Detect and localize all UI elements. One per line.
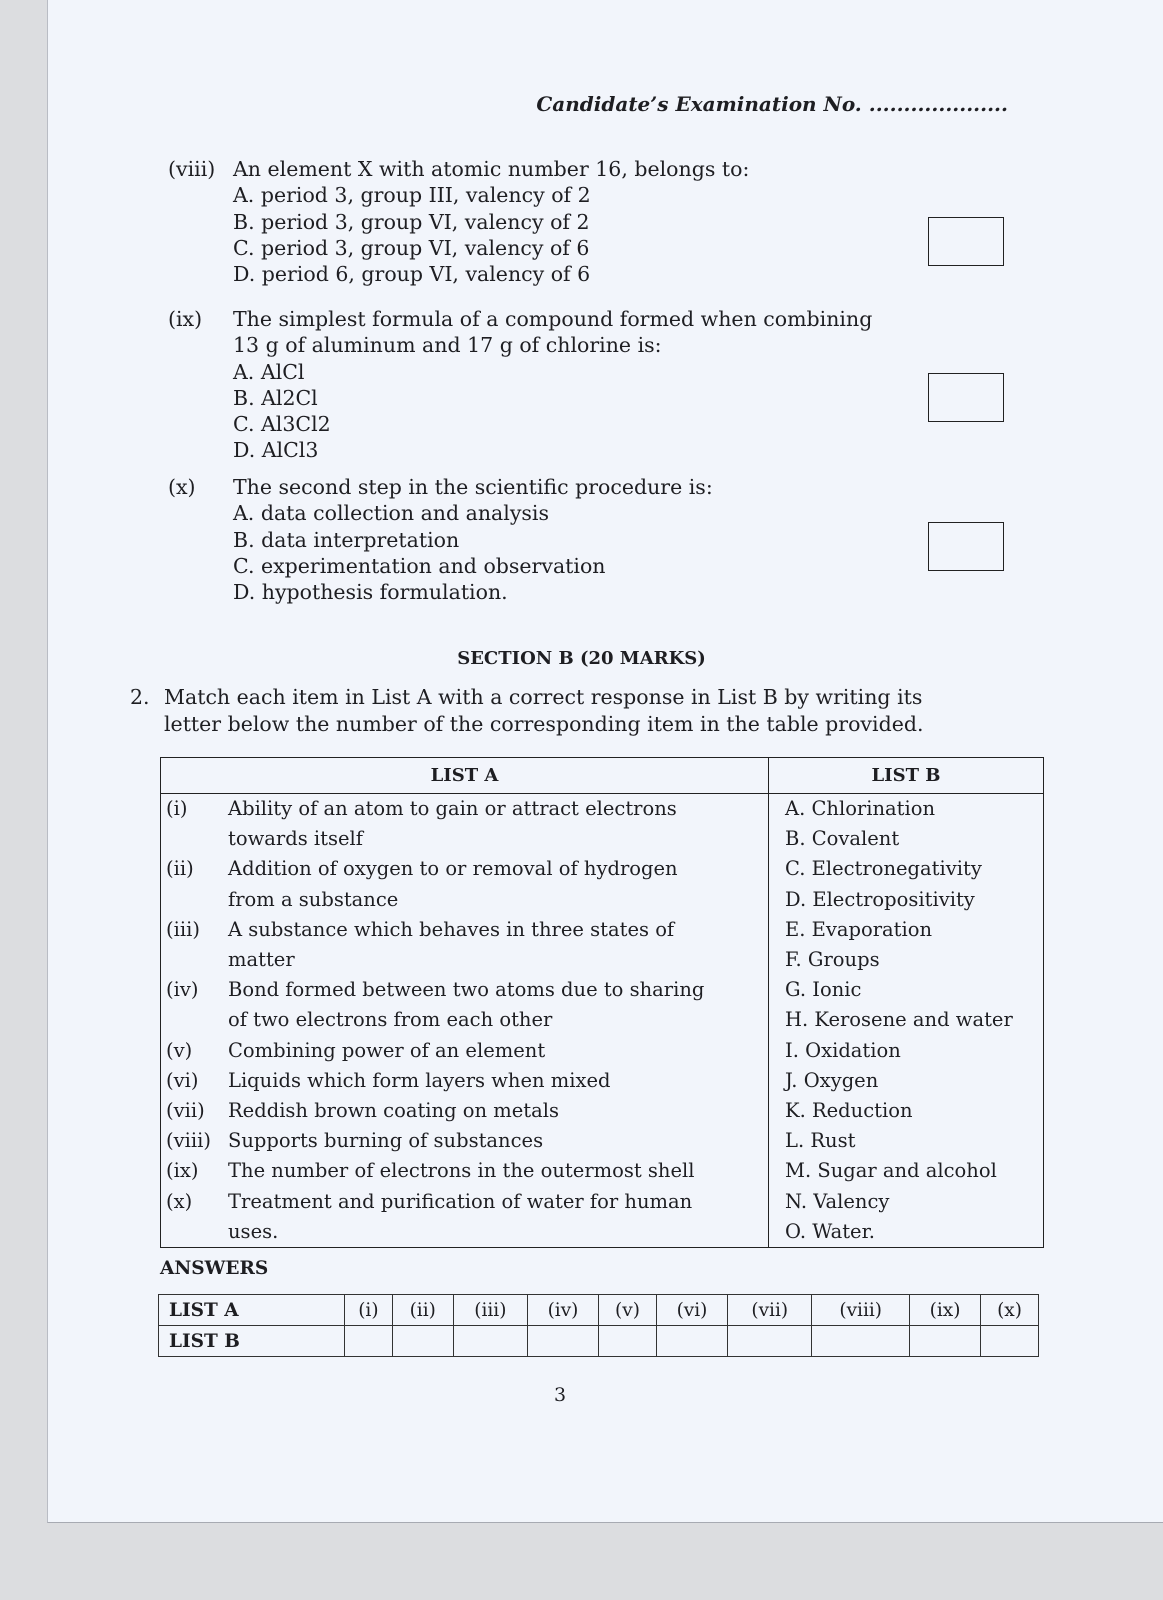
- list-b-item: A. Chlorination: [785, 797, 936, 820]
- answer-cell[interactable]: [728, 1326, 812, 1357]
- item-description: [228, 854, 763, 914]
- answer-option: C. period 3, group VI, valency of 6: [233, 235, 590, 260]
- item-line: Liquids which form layers when mixed: [228, 1068, 611, 1092]
- item-description: [228, 1156, 763, 1186]
- list-b-item: H. Kerosene and water: [785, 1008, 1013, 1032]
- item-line: Reddish brown coating on metals: [228, 1099, 560, 1123]
- answers-heading: ANSWERS: [160, 1258, 269, 1279]
- answer-option: B. data interpretation: [233, 527, 460, 552]
- item-line: towards itself: [228, 827, 363, 851]
- row-label-list-b: LIST B: [159, 1326, 345, 1357]
- list-a-item: [161, 794, 768, 854]
- answer-column-header: (vi): [656, 1295, 727, 1326]
- question-number: (x): [168, 475, 196, 499]
- item-description: [228, 1096, 763, 1126]
- item-line: uses.: [228, 1219, 279, 1243]
- item-numeral: (viii): [166, 1129, 211, 1153]
- question-stem: 13 g of aluminum and 17 g of chlorine is:: [233, 333, 662, 358]
- item-line: A substance which behaves in three states of: [228, 917, 675, 941]
- answer-cell[interactable]: [981, 1326, 1039, 1357]
- question-number: (ix): [168, 307, 203, 331]
- question-2: [130, 684, 980, 738]
- list-b-column: [769, 794, 1044, 1248]
- answer-column-header: (iv): [527, 1295, 598, 1326]
- answer-column-header: (v): [599, 1295, 657, 1326]
- item-line: from a substance: [228, 887, 399, 911]
- list-b-item: F. Groups: [785, 948, 880, 972]
- answer-cell[interactable]: [599, 1326, 657, 1357]
- item-numeral: (vii): [166, 1099, 205, 1123]
- answer-column-header: (vii): [728, 1295, 812, 1326]
- list-b-item: G. Ionic: [785, 978, 862, 1002]
- answer-option: A. data collection and analysis: [233, 501, 550, 526]
- list-b-item: N. Valency: [785, 1189, 890, 1213]
- answer-column-header: (ix): [909, 1295, 980, 1326]
- list-a-item: [161, 854, 768, 914]
- answer-option: A. period 3, group III, valency of 2: [233, 183, 591, 208]
- item-line: Treatment and purification of water for human: [228, 1189, 693, 1213]
- item-description: [228, 1187, 763, 1247]
- list-a-item: [161, 1066, 768, 1096]
- section-b-title: SECTION B (20 MARKS): [457, 648, 706, 669]
- list-a-column: [161, 794, 769, 1248]
- answer-cell[interactable]: [656, 1326, 727, 1357]
- item-line: The number of electrons in the outermost shell: [228, 1159, 695, 1183]
- list-b-item: C. Electronegativity: [785, 857, 982, 881]
- item-description: [228, 1126, 763, 1156]
- question-body: [233, 474, 713, 605]
- item-numeral: (ii): [166, 857, 194, 881]
- item-numeral: (iii): [166, 917, 200, 941]
- item-description: [228, 975, 763, 1035]
- page-number: 3: [554, 1384, 567, 1406]
- item-description: [228, 915, 763, 975]
- answer-cell[interactable]: [345, 1326, 393, 1357]
- question-text: Match each item in List A with a correct response in List B by writing its letter below the number of the corresponding item in the table provided.: [164, 685, 924, 736]
- list-a-item: [161, 915, 768, 975]
- mcq-question: [168, 156, 749, 287]
- answer-option: C. Al3Cl2: [233, 412, 331, 437]
- list-a-header: LIST A: [161, 758, 769, 794]
- answer-option: D. AlCl3: [233, 438, 319, 463]
- item-numeral: (x): [166, 1189, 193, 1213]
- answer-column-header: (ii): [392, 1295, 453, 1326]
- answer-box-ix[interactable]: [928, 373, 1004, 422]
- list-a-item: [161, 1156, 768, 1186]
- item-numeral: (iv): [166, 978, 199, 1002]
- list-a-item: [161, 1126, 768, 1156]
- list-b-item: M. Sugar and alcohol: [785, 1159, 997, 1183]
- answer-box-viii[interactable]: [928, 217, 1004, 266]
- list-a-item: [161, 1187, 768, 1247]
- answer-option: A. AlCl: [233, 359, 305, 384]
- list-b-item: K. Reduction: [785, 1099, 913, 1123]
- mcq-question: [168, 474, 713, 605]
- row-label-list-a: LIST A: [159, 1295, 345, 1326]
- answer-option: B. Al2Cl: [233, 385, 318, 410]
- answer-option: D. period 6, group VI, valency of 6: [233, 262, 591, 287]
- answer-column-header: (x): [981, 1295, 1039, 1326]
- item-line: Ability of an atom to gain or attract electrons: [228, 797, 677, 820]
- answer-cell[interactable]: [392, 1326, 453, 1357]
- item-line: of two electrons from each other: [228, 1008, 553, 1032]
- item-line: Addition of oxygen to or removal of hydrogen: [228, 857, 678, 881]
- question-number: 2.: [130, 685, 150, 709]
- matching-table: [160, 757, 1044, 1248]
- list-a-item: [161, 1036, 768, 1066]
- answer-option: C. experimentation and observation: [233, 553, 606, 578]
- item-line: Supports burning of substances: [228, 1129, 544, 1153]
- answer-cell[interactable]: [527, 1326, 598, 1357]
- item-numeral: (v): [166, 1038, 193, 1062]
- answer-column-header: (viii): [812, 1295, 910, 1326]
- list-a-item: [161, 1096, 768, 1126]
- item-line: matter: [228, 948, 295, 972]
- answer-box-x[interactable]: [928, 522, 1004, 571]
- list-b-item: D. Electropositivity: [785, 887, 975, 911]
- list-b-item: E. Evaporation: [785, 917, 933, 941]
- answer-cell[interactable]: [909, 1326, 980, 1357]
- question-body: [233, 306, 872, 464]
- list-b-item: B. Covalent: [785, 827, 900, 851]
- item-description: [228, 1066, 763, 1096]
- item-numeral: (i): [166, 797, 188, 820]
- item-description: [228, 1036, 763, 1066]
- answer-option: D. hypothesis formulation.: [233, 580, 508, 605]
- item-numeral: (ix): [166, 1159, 199, 1183]
- answer-column-header: (i): [345, 1295, 393, 1326]
- answer-cell[interactable]: [812, 1326, 910, 1357]
- question-stem: An element X with atomic number 16, belongs to:: [233, 157, 750, 181]
- list-b-item: I. Oxidation: [785, 1038, 901, 1062]
- answer-option: B. period 3, group VI, valency of 2: [233, 209, 590, 234]
- candidate-exam-number-label: Candidate’s Examination No. ....................: [536, 92, 1008, 116]
- item-description: [228, 794, 763, 854]
- answers-table: [158, 1294, 1039, 1357]
- list-b-item: O. Water.: [785, 1219, 875, 1243]
- list-b-header: LIST B: [769, 758, 1044, 794]
- question-number: (viii): [168, 157, 216, 181]
- question-stem: The simplest formula of a compound formed when combining: [233, 307, 873, 331]
- answer-cell[interactable]: [453, 1326, 527, 1357]
- item-numeral: (vi): [166, 1068, 199, 1092]
- question-stem: The second step in the scientific procedure is:: [233, 475, 713, 499]
- mcq-question: [168, 306, 872, 464]
- list-a-item: [161, 975, 768, 1035]
- item-line: Combining power of an element: [228, 1038, 546, 1062]
- question-body: [233, 156, 749, 287]
- answer-column-header: (iii): [453, 1295, 527, 1326]
- list-b-item: L. Rust: [785, 1129, 856, 1153]
- item-line: Bond formed between two atoms due to sharing: [228, 978, 705, 1002]
- list-b-item: J. Oxygen: [785, 1068, 879, 1092]
